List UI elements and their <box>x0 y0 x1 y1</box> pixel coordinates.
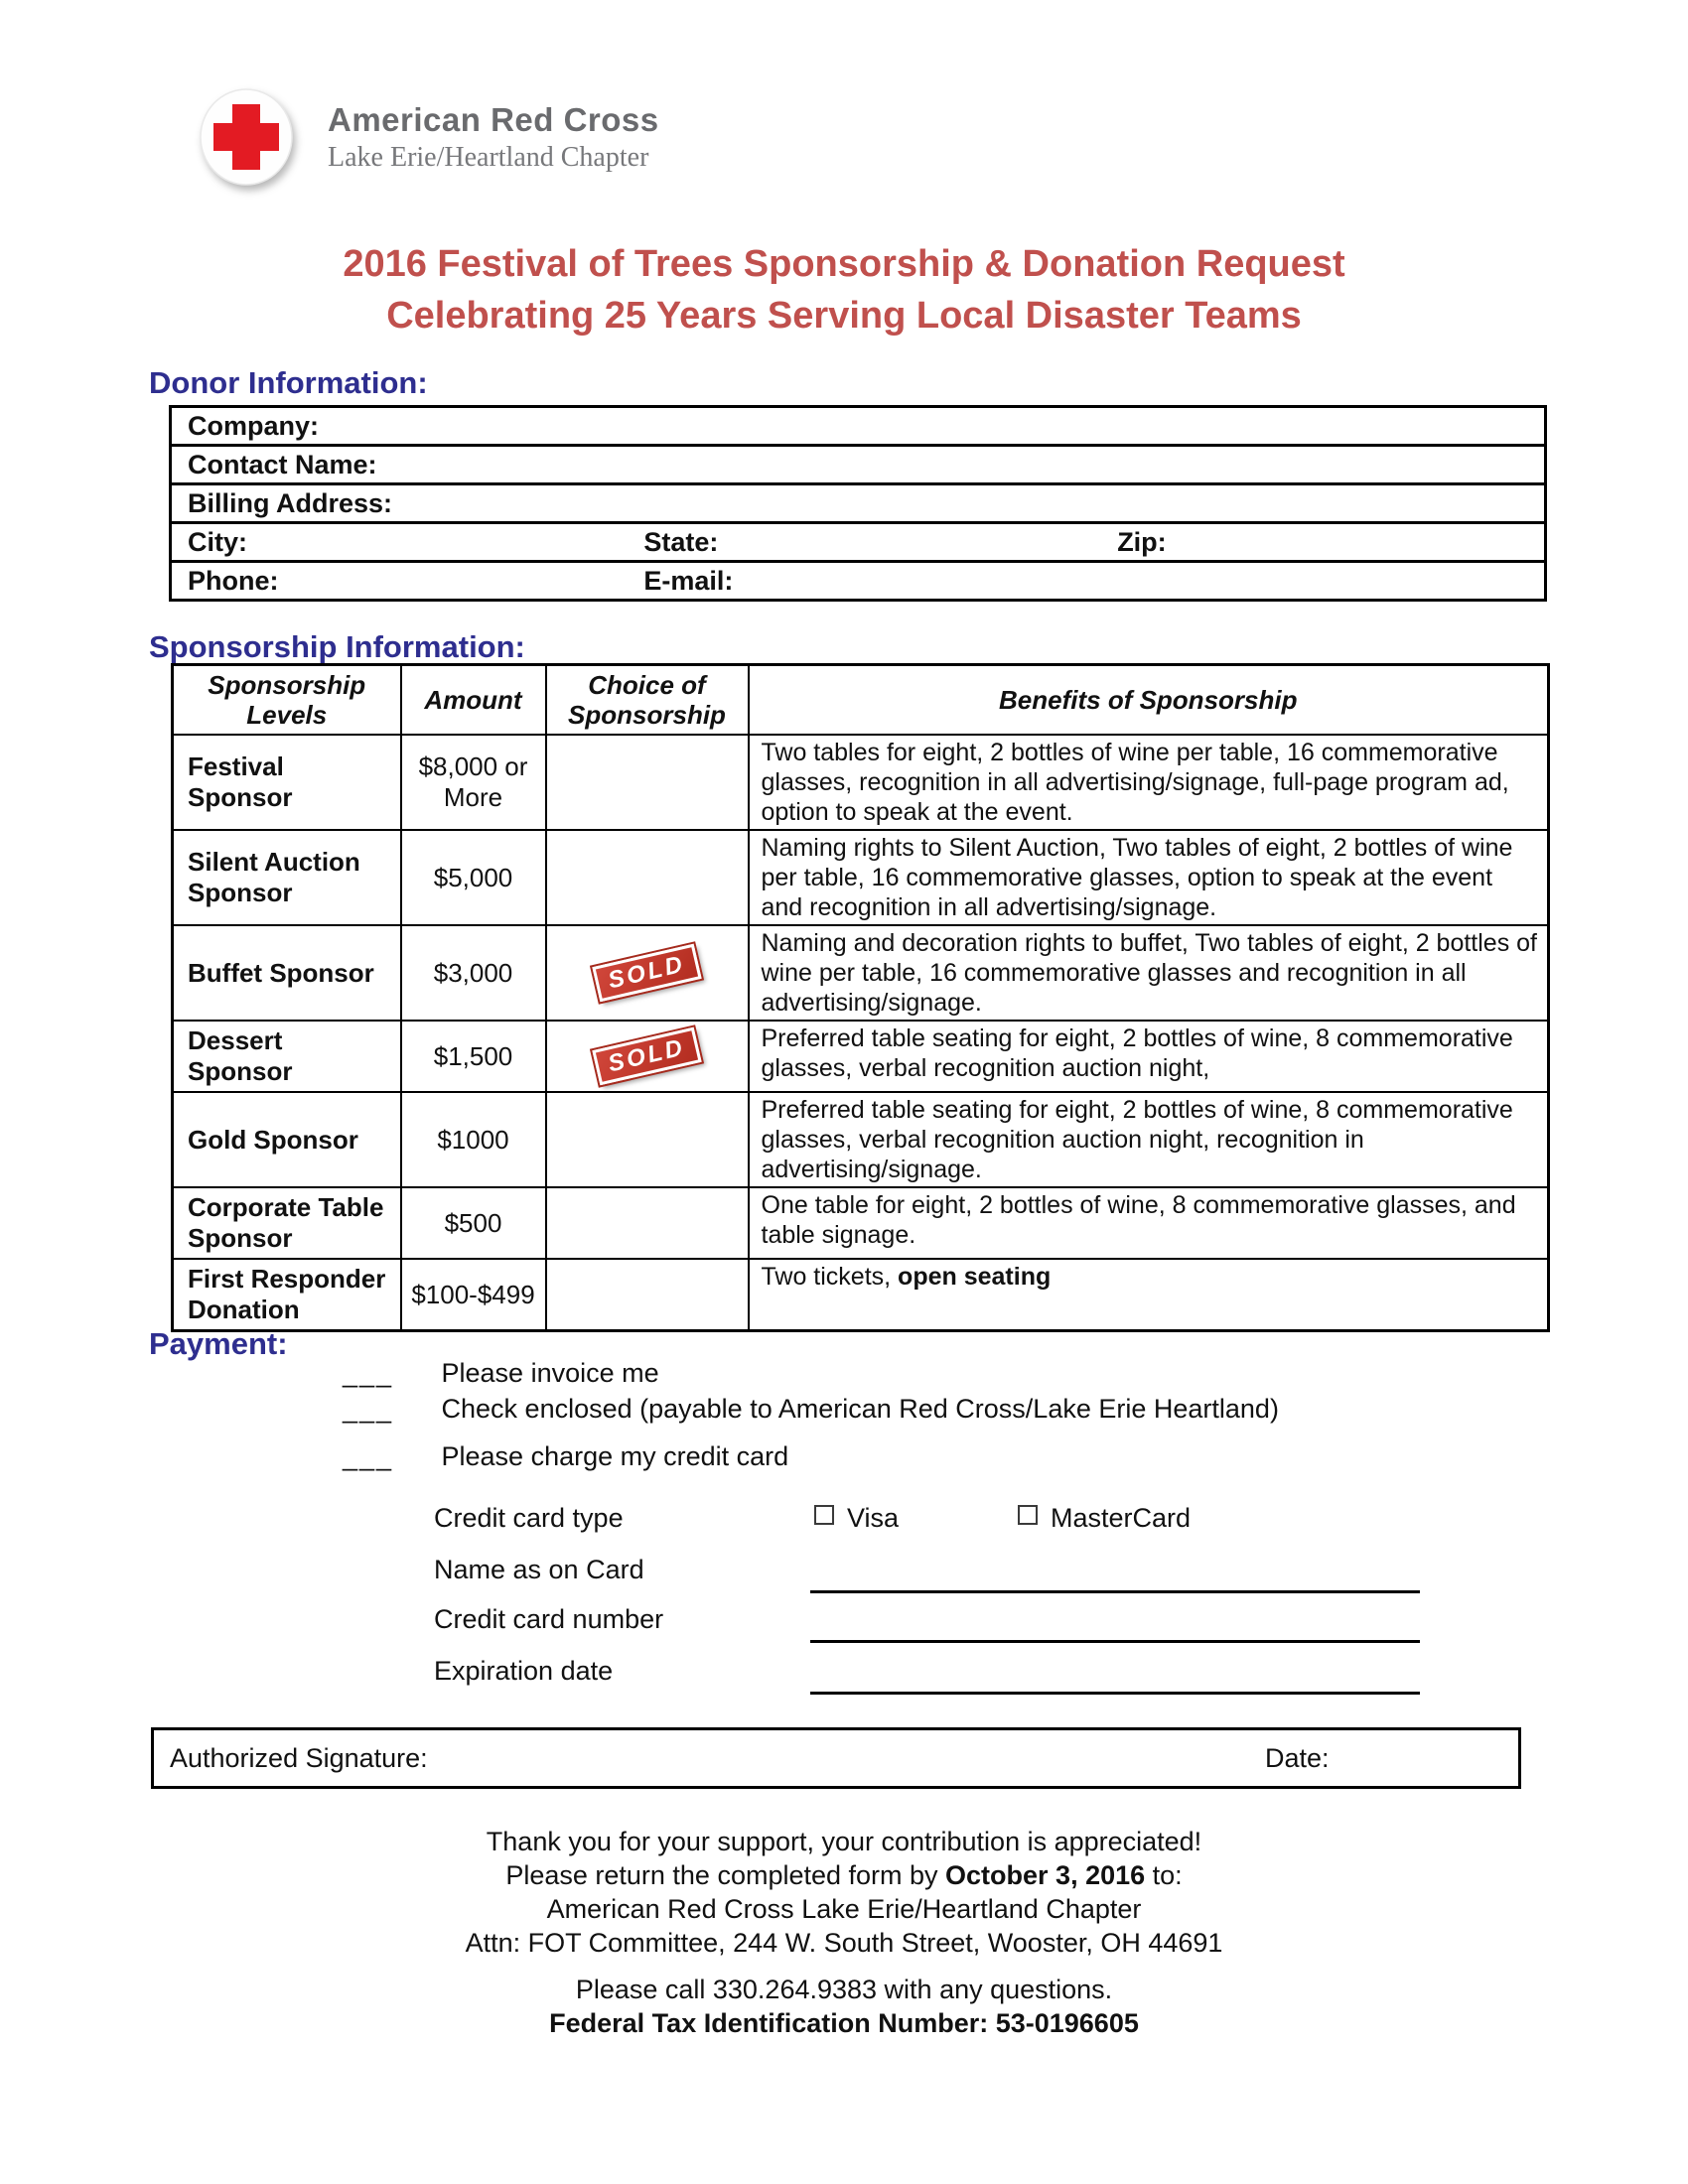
email-label: E-mail: <box>643 566 734 596</box>
footer-return-line: Please return the completed form by October 3, 2016 to: <box>505 1860 1183 1890</box>
check-option-row[interactable] <box>343 1394 1279 1425</box>
billing-address-label: Billing Address: <box>188 488 393 518</box>
sponsorship-table <box>171 663 1550 1332</box>
name-on-card-label: Name as on Card <box>434 1555 644 1584</box>
col-header-benefits: Benefits of Sponsorship <box>749 665 1549 736</box>
col-header-levels: Sponsorship Levels <box>173 665 401 736</box>
sponsor-benefits-cell: Preferred table seating for eight, 2 bottles of wine, 8 commemorative glasses, verbal recognition auction night, <box>749 1021 1549 1092</box>
footer-text <box>0 1825 1688 2040</box>
sponsor-amount-cell: $1000 <box>401 1092 546 1187</box>
sponsorship-header-row <box>173 665 1549 736</box>
billing-address-field-row[interactable] <box>172 485 1544 524</box>
visa-checkbox[interactable] <box>814 1505 834 1525</box>
sponsor-level-cell: Silent Auction Sponsor <box>173 830 401 925</box>
return-deadline: October 3, 2016 <box>945 1860 1146 1890</box>
contact-name-label: Contact Name: <box>188 450 377 479</box>
sponsorship-row <box>173 1259 1549 1331</box>
city-state-zip-field-row[interactable] <box>172 524 1544 563</box>
form-title <box>0 238 1688 341</box>
sponsor-benefits-cell: Naming rights to Silent Auction, Two tables of eight, 2 bottles of wine per table, 16 commemorative glasses, option to speak at the event and recognition in all advertising/signage. <box>749 830 1549 925</box>
mastercard-label: MasterCard <box>1051 1503 1192 1533</box>
red-cross-logo <box>199 87 659 187</box>
phone-label: Phone: <box>188 566 279 596</box>
expiration-date-field[interactable] <box>810 1692 1420 1695</box>
form-title-line1: 2016 Festival of Trees Sponsorship & Donation Request <box>343 243 1345 285</box>
payment-heading: Payment: <box>149 1326 288 1361</box>
sponsor-amount-cell: $500 <box>401 1187 546 1259</box>
city-label: City: <box>188 527 247 557</box>
invoice-option-label: Please invoice me <box>441 1358 659 1388</box>
logo-chapter-name: Lake Erie/Heartland Chapter <box>328 141 649 173</box>
sponsor-choice-cell[interactable] <box>546 1021 749 1092</box>
col-header-choice: Choice of Sponsorship <box>546 665 749 736</box>
sponsor-level-cell: Corporate Table Sponsor <box>173 1187 401 1259</box>
sponsor-amount-cell: $100-$499 <box>401 1259 546 1331</box>
check-option-label: Check enclosed (payable to American Red Cross/Lake Erie Heartland) <box>441 1394 1279 1424</box>
sponsor-choice-cell[interactable] <box>546 1259 749 1331</box>
sponsor-benefits-cell: Two tickets, open seating <box>749 1259 1549 1331</box>
charge-card-option-label: Please charge my credit card <box>441 1441 789 1471</box>
signature-box[interactable] <box>151 1727 1521 1789</box>
sponsorship-row <box>173 830 1549 925</box>
card-number-field[interactable] <box>810 1640 1420 1643</box>
sponsor-level-cell: Gold Sponsor <box>173 1092 401 1187</box>
sponsorship-information-heading: Sponsorship Information: <box>149 629 525 664</box>
sold-stamp: SOLD <box>592 1027 701 1086</box>
date-label: Date: <box>1265 1743 1330 1773</box>
state-label: State: <box>643 527 719 557</box>
sponsor-choice-cell[interactable] <box>546 925 749 1021</box>
sponsorship-row <box>173 735 1549 830</box>
contact-name-field-row[interactable] <box>172 447 1544 485</box>
logo-org-name: American Red Cross <box>328 100 659 138</box>
sponsor-level-cell: Dessert Sponsor <box>173 1021 401 1092</box>
charge-card-blank-line[interactable]: ___ <box>343 1441 394 1471</box>
sponsor-benefits-cell: Naming and decoration rights to buffet, Two tables of eight, 2 bottles of wine per table, 16 commemorative glasses and recognition in all advertising/signage. <box>749 925 1549 1021</box>
expiration-date-label: Expiration date <box>434 1656 614 1686</box>
mastercard-checkbox[interactable] <box>1018 1505 1038 1525</box>
check-blank-line[interactable]: ___ <box>343 1394 394 1424</box>
sponsor-level-cell: First Responder Donation <box>173 1259 401 1331</box>
sponsor-benefits-cell: Two tables for eight, 2 bottles of wine per table, 16 commemorative glasses, recognition in all advertising/signage, full-page program ad, option to speak at the event. <box>749 735 1549 830</box>
col-header-amount: Amount <box>401 665 546 736</box>
zip-label: Zip: <box>1117 527 1167 557</box>
logo-text <box>328 101 659 174</box>
sponsor-amount-cell: $1,500 <box>401 1021 546 1092</box>
sponsor-level-cell: Buffet Sponsor <box>173 925 401 1021</box>
footer-phone-line: Please call 330.264.9383 with any questions. <box>575 1975 1113 2004</box>
company-label: Company: <box>188 411 320 441</box>
sponsorship-table-body <box>173 735 1549 1331</box>
sponsor-benefits-cell: Preferred table seating for eight, 2 bottles of wine, 8 commemorative glasses, verbal recognition auction night, recognition in advertising/signage. <box>749 1092 1549 1187</box>
red-cross-icon <box>199 87 294 187</box>
phone-email-field-row[interactable] <box>172 563 1544 599</box>
credit-card-type-label: Credit card type <box>434 1503 624 1533</box>
authorized-signature-label: Authorized Signature: <box>170 1743 428 1773</box>
sponsor-amount-cell: $8,000 or More <box>401 735 546 830</box>
charge-card-option-row[interactable] <box>343 1441 788 1472</box>
sponsor-choice-cell[interactable] <box>546 830 749 925</box>
company-field-row[interactable] <box>172 408 1544 447</box>
donor-information-heading: Donor Information: <box>149 365 428 400</box>
sponsorship-row <box>173 925 1549 1021</box>
sponsor-choice-cell[interactable] <box>546 735 749 830</box>
footer-thanks-line: Thank you for your support, your contribution is appreciated! <box>486 1827 1202 1856</box>
sponsor-level-cell: Festival Sponsor <box>173 735 401 830</box>
sponsorship-row <box>173 1092 1549 1187</box>
donor-information-table <box>169 405 1547 602</box>
invoice-blank-line[interactable]: ___ <box>343 1358 394 1388</box>
sponsor-amount-cell: $5,000 <box>401 830 546 925</box>
sponsor-amount-cell: $3,000 <box>401 925 546 1021</box>
card-number-label: Credit card number <box>434 1604 664 1634</box>
footer-tax-id-line: Federal Tax Identification Number: 53-0196605 <box>549 2008 1139 2038</box>
footer-org-line: American Red Cross Lake Erie/Heartland Chapter <box>546 1894 1142 1924</box>
mastercard-option[interactable] <box>1018 1503 1191 1534</box>
footer-attn-line: Attn: FOT Committee, 244 W. South Street, Wooster, OH 44691 <box>465 1928 1223 1958</box>
name-on-card-field[interactable] <box>810 1590 1420 1593</box>
visa-option[interactable] <box>814 1503 899 1534</box>
sponsorship-row <box>173 1187 1549 1259</box>
sponsorship-row <box>173 1021 1549 1092</box>
sponsor-choice-cell[interactable] <box>546 1187 749 1259</box>
form-title-line2: Celebrating 25 Years Serving Local Disaster Teams <box>386 295 1302 337</box>
invoice-option-row[interactable] <box>343 1358 659 1389</box>
sold-stamp: SOLD <box>592 944 701 1003</box>
sponsor-benefits-cell: One table for eight, 2 bottles of wine, 8 commemorative glasses, and table signage. <box>749 1187 1549 1259</box>
visa-label: Visa <box>847 1503 900 1533</box>
sponsor-choice-cell[interactable] <box>546 1092 749 1187</box>
